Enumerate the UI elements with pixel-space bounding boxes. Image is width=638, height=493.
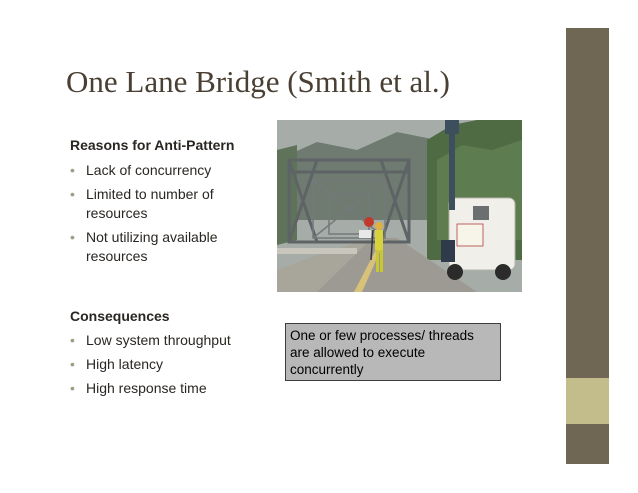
- side-accent-bar: [566, 28, 609, 464]
- slide-title: One Lane Bridge (Smith et al.): [66, 64, 450, 99]
- bullet-icon: •: [70, 162, 75, 178]
- bridge-photo-illustration: [277, 120, 522, 292]
- side-bar-bottom-segment: [566, 424, 609, 464]
- bullet-icon: •: [70, 229, 75, 245]
- consequence-text: High response time: [86, 380, 207, 396]
- consequences-list: [70, 331, 270, 403]
- bullet-icon: •: [70, 356, 75, 372]
- caption-box: One or few processes/ threads are allowed to execute concurrently: [285, 323, 501, 381]
- list-item: [70, 355, 270, 374]
- reason-text: Lack of concurrency: [86, 162, 212, 178]
- list-item: [70, 228, 270, 266]
- list-item: [70, 331, 270, 350]
- list-item: [70, 379, 270, 398]
- consequence-text: High latency: [86, 356, 164, 372]
- reason-text: Not utilizing available resources: [86, 229, 218, 264]
- list-item: [70, 185, 270, 223]
- bullet-icon: •: [70, 380, 75, 396]
- bullet-icon: •: [70, 186, 75, 202]
- reasons-heading: Reasons for Anti-Pattern: [70, 137, 235, 153]
- consequences-heading: Consequences: [70, 308, 170, 324]
- consequence-text: Low system throughput: [86, 332, 231, 348]
- reasons-list: [70, 161, 270, 271]
- side-bar-top-segment: [566, 28, 609, 378]
- list-item: [70, 161, 270, 180]
- bullet-icon: •: [70, 332, 75, 348]
- reason-text: Limited to number of resources: [86, 186, 214, 221]
- side-bar-middle-segment: [566, 378, 609, 424]
- bridge-photo: [277, 120, 522, 292]
